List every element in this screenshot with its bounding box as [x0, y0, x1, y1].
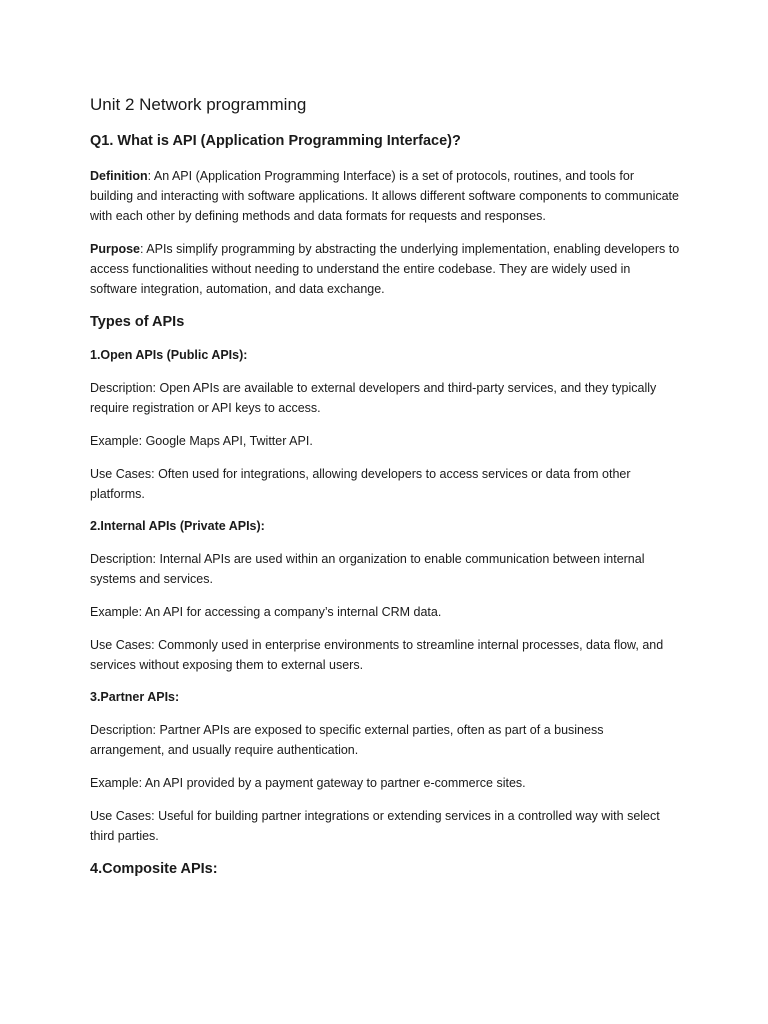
types-heading: Types of APIs	[90, 314, 185, 330]
purpose-label: Purpose	[90, 242, 141, 256]
definition-label: Definition	[90, 169, 148, 183]
type-description: Description: Internal APIs are used within an organization to enable communication between internal systems and services.	[90, 552, 645, 586]
composite-apis-heading: 4.Composite APIs:	[90, 861, 218, 877]
type-use-cases: Use Cases: Often used for integrations, allowing developers to access services or data from other platforms.	[90, 467, 631, 501]
purpose-text: : APIs simplify programming by abstracting the underlying implementation, enabling developers to access functionalities without needing to understand the entire codebase. They are widely used in software integration, automation, and data exchange.	[90, 242, 680, 296]
purpose-paragraph	[90, 239, 680, 299]
type-use-cases: Use Cases: Useful for building partner integrations or extending services in a controlled way with select third parties.	[90, 809, 660, 843]
question-heading: Q1. What is API (Application Programming Interface)?	[90, 133, 461, 149]
type-use-cases: Use Cases: Commonly used in enterprise environments to streamline internal processes, data flow, and services without exposing them to external users.	[90, 638, 664, 672]
definition-paragraph	[90, 166, 680, 226]
type-example: Example: An API provided by a payment gateway to partner e-commerce sites.	[90, 776, 526, 790]
definition-text: : An API (Application Programming Interface) is a set of protocols, routines, and tools for building and interacting with software applications. It allows different software components to communicate with each other by defining methods and data formats for requests and responses.	[90, 169, 679, 223]
type-description: Description: Partner APIs are exposed to specific external parties, often as part of a business arrangement, and usually require authentication.	[90, 723, 604, 757]
type-example: Example: Google Maps API, Twitter API.	[90, 434, 313, 448]
type-heading-open-apis: 1.Open APIs (Public APIs):	[90, 348, 248, 362]
type-heading-partner-apis: 3.Partner APIs:	[90, 690, 180, 704]
document-title: Unit 2 Network programming	[90, 95, 307, 114]
type-description: Description: Open APIs are available to external developers and third-party services, and they typically require registration or API keys to access.	[90, 381, 657, 415]
type-example: Example: An API for accessing a company’s internal CRM data.	[90, 605, 442, 619]
type-heading-internal-apis: 2.Internal APIs (Private APIs):	[90, 519, 265, 533]
